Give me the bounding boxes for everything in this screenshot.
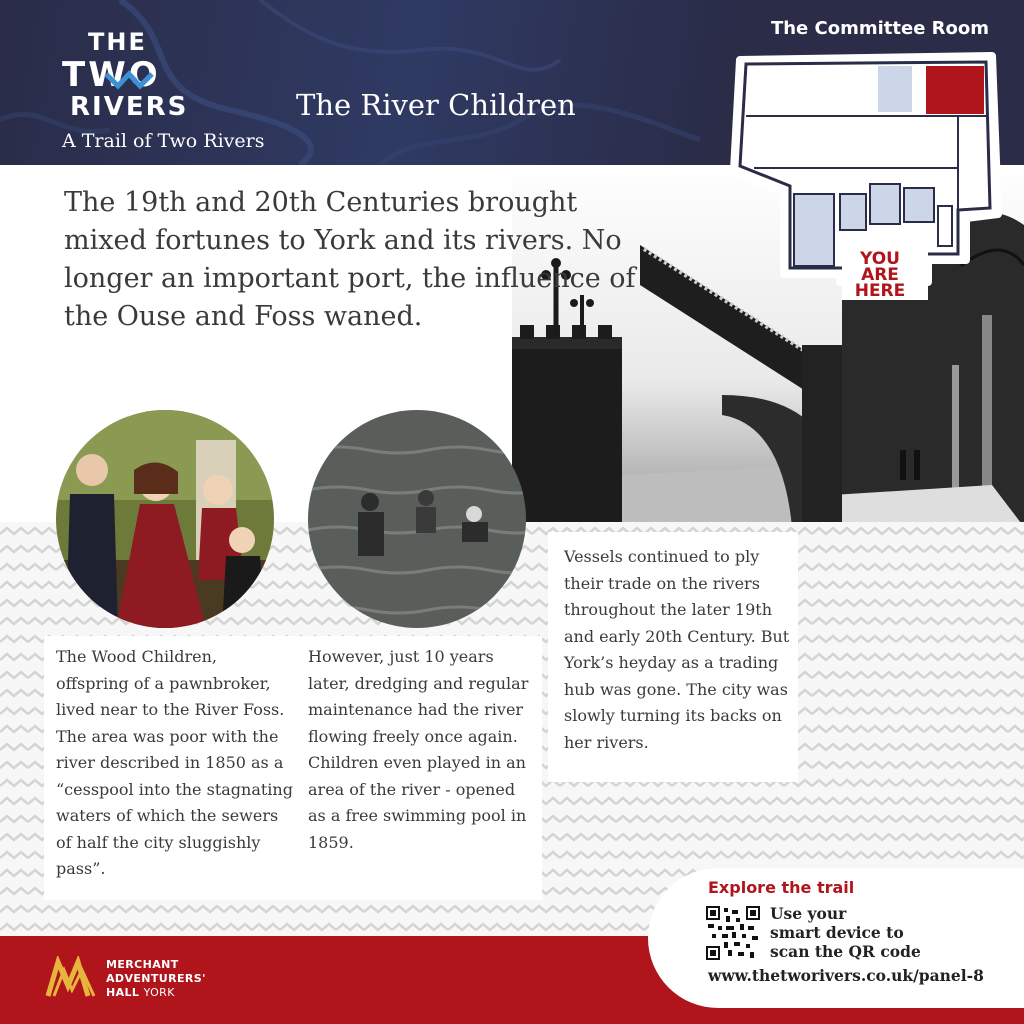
logo-tagline: A Trail of Two Rivers <box>62 130 265 152</box>
explore-trail-card <box>648 868 1024 1008</box>
org-city: YORK <box>143 986 175 999</box>
intro-paragraph: The 19th and 20th Centuries brought mixed fortunes to York and its rivers. No longer an important port, the influence of the Ouse and Foss waned. <box>64 187 636 332</box>
logo-word-two: TWO <box>62 55 161 95</box>
explore-desc-line-2: smart device to <box>770 923 904 942</box>
marker-word-you: YOU <box>860 249 900 269</box>
text-column-trading-decline: Vessels continued to ply their trade on the rivers throughout the later 19th and early 20th Century. But York’s heyday as a trading hub was gone. The city was slowly turning its backs on her rivers. <box>548 532 798 782</box>
floor-plan-map <box>730 46 1005 314</box>
logo-word-rivers: RIVERS <box>70 92 189 122</box>
panel-title: The River Children <box>296 88 576 122</box>
swimming-children-photo <box>308 410 526 628</box>
text-column-swimming-pool: However, just 10 years later, dredging and regular maintenance had the river flowing freely once again. Children even played in an area of the river - opened as a free swimming pool in 1859. <box>296 636 542 900</box>
you-are-here-marker <box>855 249 906 301</box>
org-line-merchant: MERCHANT <box>106 958 179 971</box>
explore-desc-line-1: Use your <box>770 904 847 923</box>
qr-code-icon[interactable] <box>706 906 760 960</box>
org-line-adventurers: ADVENTURERS' <box>106 972 206 985</box>
room-title: The Committee Room <box>770 18 990 39</box>
org-line-hall: HALL <box>106 986 140 999</box>
marker-word-are: ARE <box>861 265 899 285</box>
logo-word-the: THE <box>88 28 147 56</box>
explore-title: Explore the trail <box>708 878 855 897</box>
marker-word-here: HERE <box>854 281 906 301</box>
merchant-adventurers-emblem-icon <box>44 956 98 1000</box>
explore-instructions <box>770 904 970 961</box>
trail-url-link[interactable]: www.thetworivers.co.uk/panel-8 <box>708 966 984 985</box>
logo-wave-icon <box>104 66 154 92</box>
text-column-wood-children: The Wood Children, offspring of a pawnbroker, lived near to the River Foss. The area was poor with the river described in 1850 as a “cesspool into the stagnating waters of which the sewers of half the city sluggishly pass”. <box>44 636 300 900</box>
explore-desc-line-3: scan the QR code <box>770 942 921 961</box>
merchant-adventurers-logo <box>44 956 206 1004</box>
wood-children-painting <box>56 410 274 628</box>
